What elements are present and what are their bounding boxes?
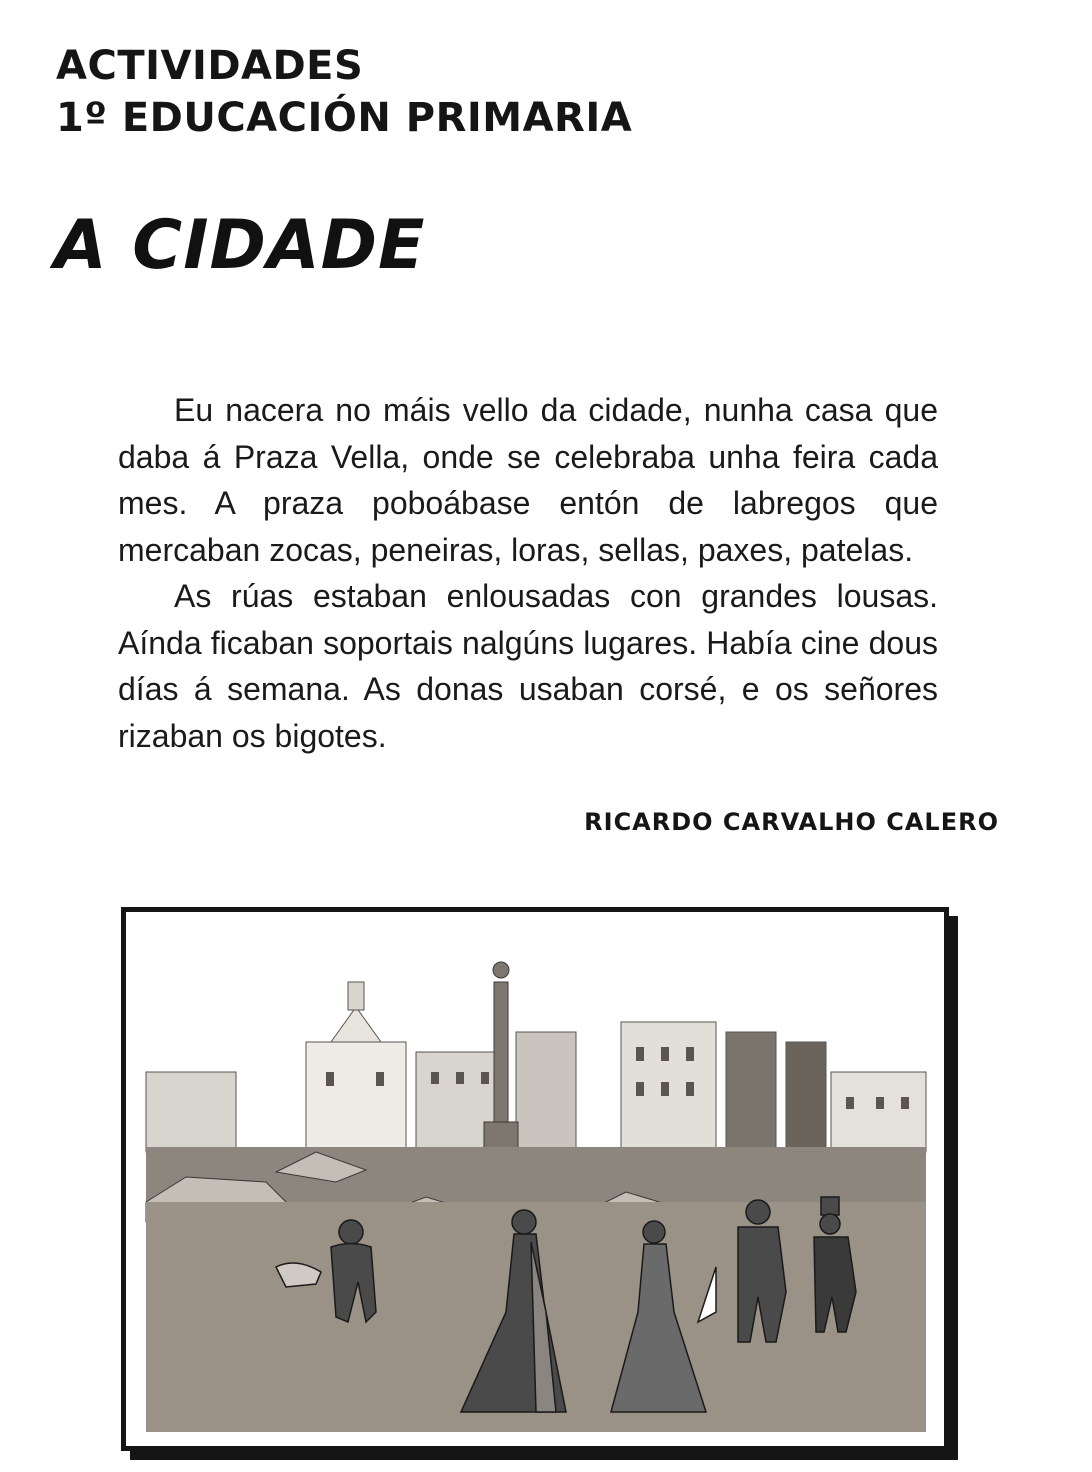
paragraph-1: Eu nacera no máis vello da cidade, nunha casa que daba á Praza Vella, onde se celebraba unha feira cada mes. A praza poboábase entón de labregos que mercaban zocas, peneiras, loras, sellas, paxes, patelas. (118, 392, 938, 568)
header-line-grade: 1º EDUCACIÓN PRIMARIA (56, 95, 633, 141)
activity-header (56, 40, 632, 144)
reading-text (118, 387, 938, 759)
paragraph-2: As rúas estaban enlousadas con grandes lousas. Aínda ficaban soportais nalgúns lugares. Había cine dous días á semana. As donas usaban corsé, e os señores rizaban os bigotes. (118, 578, 938, 754)
city-square-illustration (121, 907, 949, 1451)
plaza-scene-image (126, 912, 944, 1446)
page-title: A CIDADE (54, 206, 426, 285)
author-name: RICARDO CARVALHO CALERO (584, 808, 999, 836)
header-line-activities: ACTIVIDADES (56, 43, 364, 89)
